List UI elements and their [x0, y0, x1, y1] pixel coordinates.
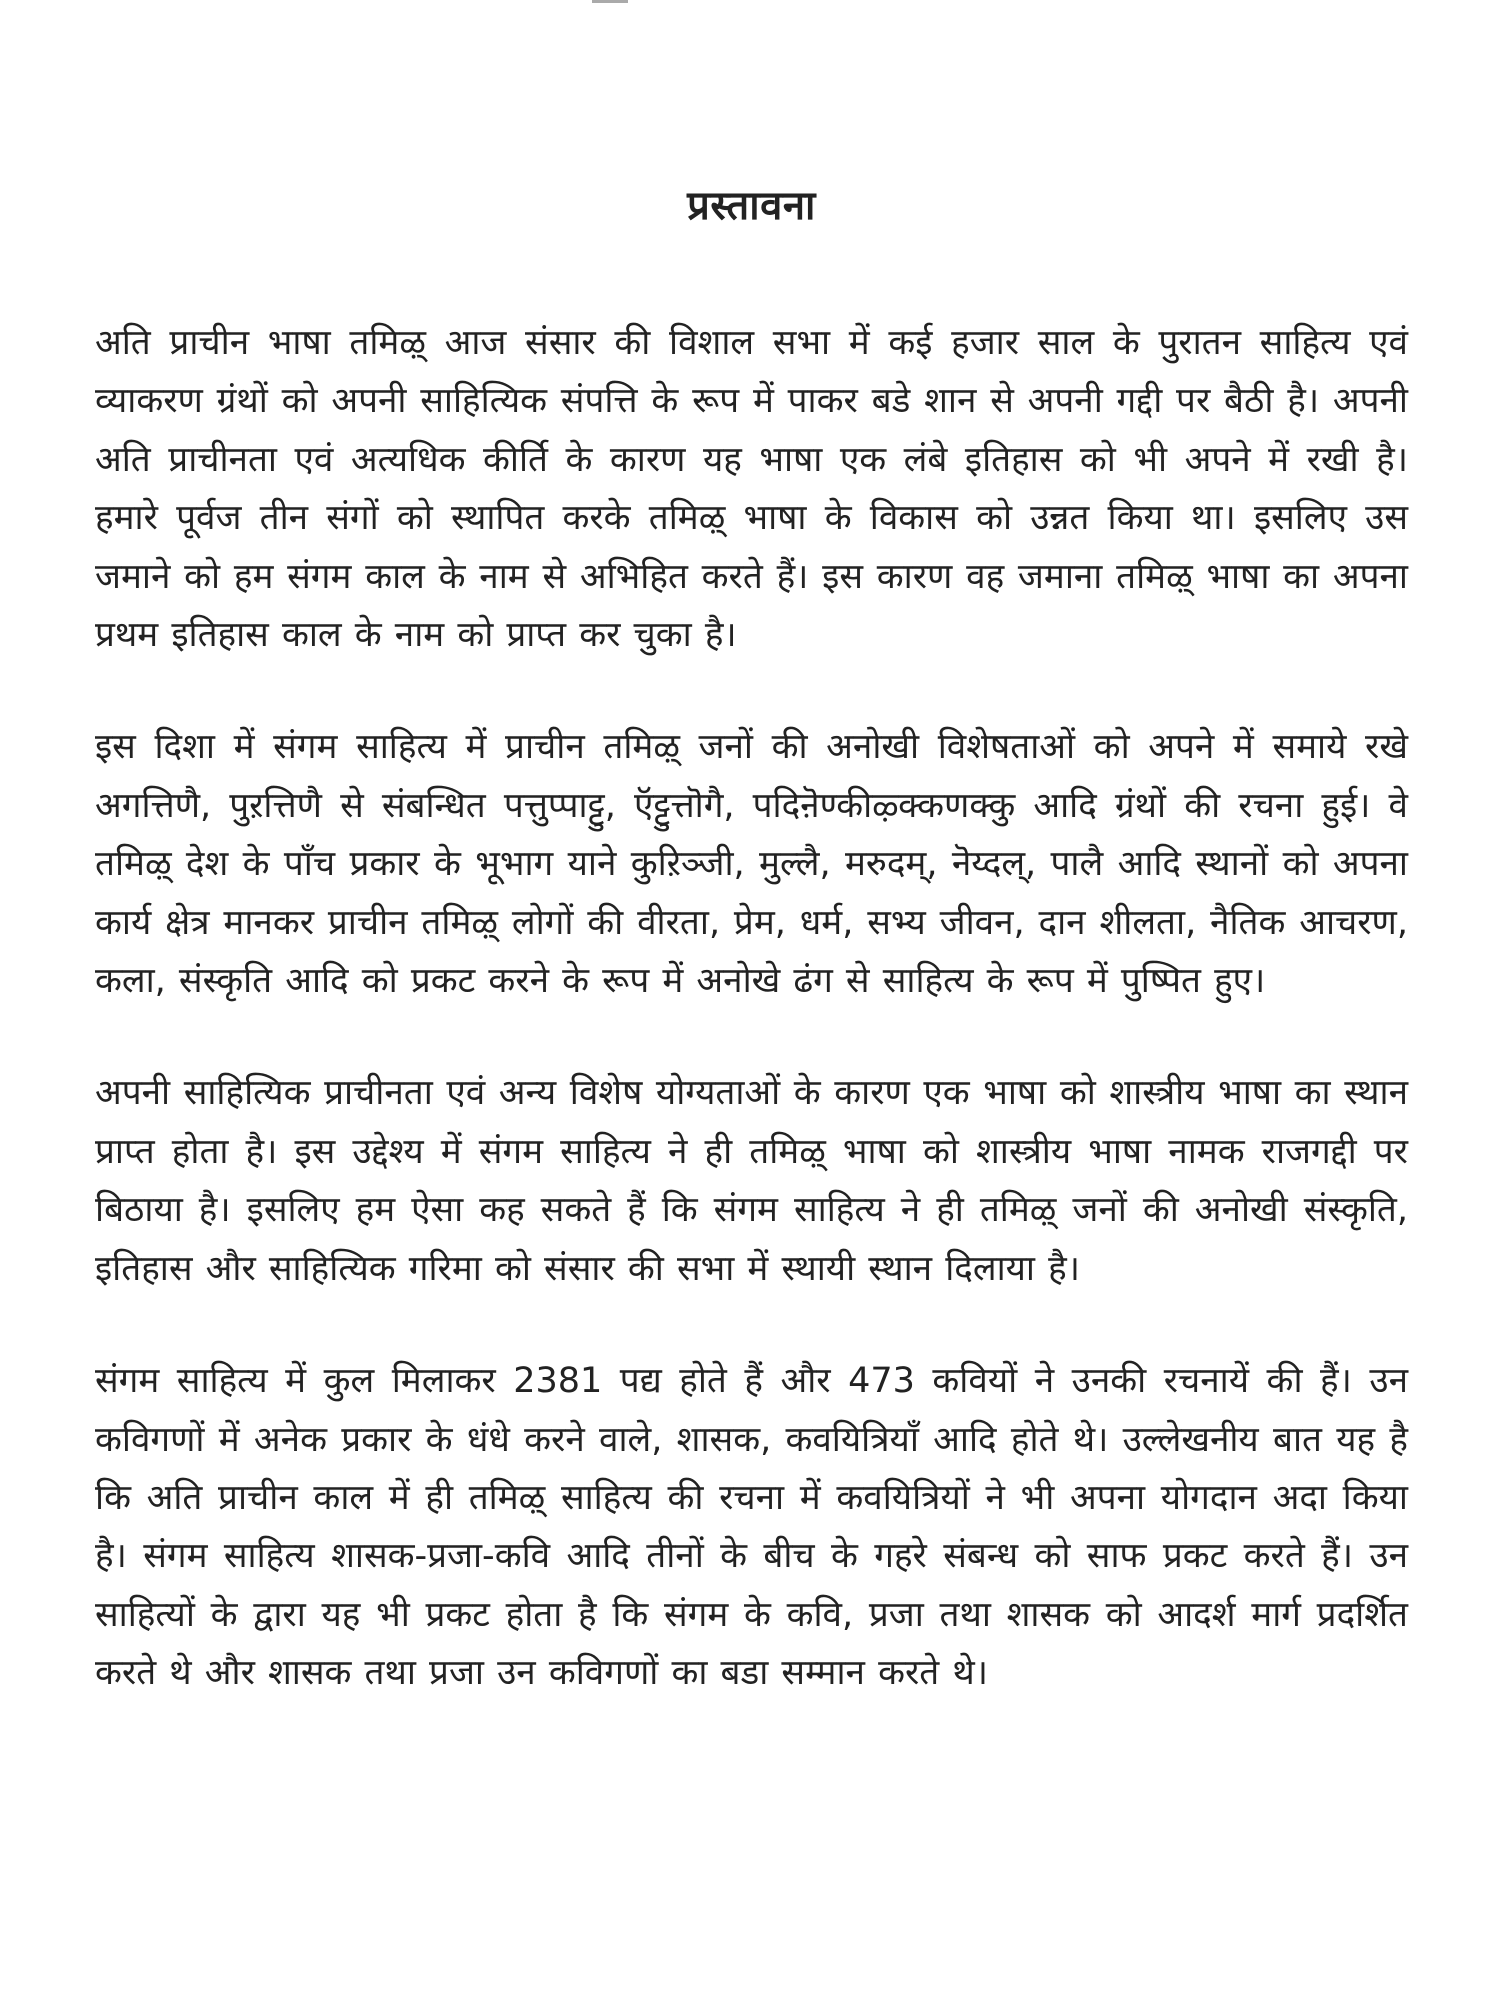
page-title: प्रस्तावना	[687, 183, 816, 229]
paragraph-3: अपनी साहित्यिक प्राचीनता एवं अन्य विशेष योग्यताओं के कारण एक भाषा को शास्त्रीय भाषा का स्थान प्राप्त होता है। इस उद्देश्य में संगम साहित्य ने ही तमिऴ् भाषा को शास्त्रीय भाषा नामक राजगद्दी पर बिठाया है। इसलिए हम ऐसा कह सकते हैं कि संगम साहित्य ने ही तमिऴ् जनों की अनोखी संस्कृति, इतिहास और साहित्यिक गरिमा को संसार की सभा में स्थायी स्थान दिलाया है।	[95, 1073, 1408, 1289]
paragraph-2: इस दिशा में संगम साहित्य में प्राचीन तमिऴ् जनों की अनोखी विशेषताओं को अपने में समाये रखे अगत्तिणै, पुऱत्तिणै से संबन्धित पत्तुप्पाट्टु, ऍट्टुत्तॊगै, पदिऩॆण्कीऴ्क्कणक्कु आदि ग्रंथों की रचना हुई। वे तमिऴ् देश के पाँच प्रकार के भूभाग याने कुऱिञ्जी, मुल्लै, मरुदम्, नॆय्दल्, पालै आदि स्थानों को अपना कार्य क्षेत्र मानकर प्राचीन तमिऴ् लोगों की वीरता, प्रेम, धर्म, सभ्य जीवन, दान शीलता, नैतिक आचरण, कला, संस्कृति आदि को प्रकट करने के रूप में अनोखे ढंग से साहित्य के रूप में पुष्पित हुए।	[95, 727, 1408, 1002]
paragraph-1: अति प्राचीन भाषा तमिऴ् आज संसार की विशाल सभा में कई हजार साल के पुरातन साहित्य एवं व्याकरण ग्रंथों को अपनी साहित्यिक संपत्ति के रूप में पाकर बडे शान से अपनी गद्दी पर बैठी है। अपनी अति प्राचीनता एवं अत्यधिक कीर्ति के कारण यह भाषा एक लंबे इतिहास को भी अपने में रखी है। हमारे पूर्वज तीन संगों को स्थापित करके तमिऴ् भाषा के विकास को उन्नत किया था। इसलिए उस जमाने को हम संगम काल के नाम से अभिहित करते हैं। इस कारण वह जमाना तमिऴ् भाषा का अपना प्रथम इतिहास काल के नाम को प्राप्त कर चुका है।	[95, 323, 1408, 656]
paragraph-4: संगम साहित्य में कुल मिलाकर 2381 पद्य होते हैं और 473 कवियों ने उनकी रचनायें की हैं। उन कविगणों में अनेक प्रकार के धंधे करने वाले, शासक, कवयित्रियाँ आदि होते थे। उल्लेखनीय बात यह है कि अति प्राचीन काल में ही तमिऴ् साहित्य की रचना में कवयित्रियों ने भी अपना योगदान अदा किया है। संगम साहित्य शासक-प्रजा-कवि आदि तीनों के बीच के गहरे संबन्ध को साफ प्रकट करते हैं। उन साहित्यों के द्वारा यह भी प्रकट होता है कि संगम के कवि, प्रजा तथा शासक को आदर्श मार्ग प्रदर्शित करते थे और शासक तथा प्रजा उन कविगणों का बडा सम्मान करते थे।	[95, 1361, 1408, 1694]
scan-edge-mark	[592, 0, 628, 3]
